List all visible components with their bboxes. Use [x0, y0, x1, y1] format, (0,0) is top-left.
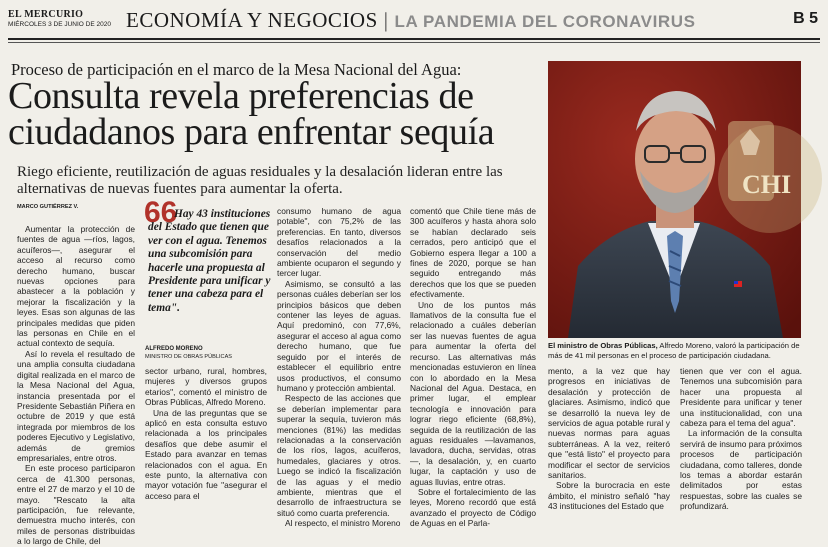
paragraph: Una de las preguntas que se aplicó en esta consulta estuvo relacionada a los principales desafíos que debe asumir el Estado para avanzar en temas relacionados con el agua. En este punto, la alternativa con mayor votación fue "asegurar el acceso para el: [145, 407, 267, 501]
caption-bold: El ministro de Obras Públicas,: [548, 341, 658, 350]
pull-quote: Hay 43 instituciones del Estado que tienen que ver con el agua. Tenemos una subcomisión para hacerle una propuesta al Presidente para unificar y tener una cabeza para el tema".: [148, 208, 271, 314]
photo-caption: [548, 341, 802, 361]
body-column-5: [548, 366, 670, 512]
paragraph: Sobre la burocracia en este ámbito, el ministro señaló "hay 43 instituciones del Estado que: [548, 480, 670, 512]
paragraph: mento, a la vez que hay progresos en iniciativas de desalación y protección de glaciares. Asimismo, indicó que se desarrolló la nueva ley de servicios de agua potable rural y nuevas normas para aguas subterráneas. A la vez, reiteró que "está listo" el proyecto para modificar el sector de servicios sanitarios.: [548, 366, 670, 481]
paragraph: Aumentar la protección de fuentes de agua —ríos, lagos, acuíferos—, asegurar el acceso al recurso como derecho humano, buscar nuevas opciones para abastecer a la población y mejorar la fiscalización y la leyes. Esas son algunas de las principales medidas que piden las personas en Chile en el actual contexto de sequía.: [17, 224, 135, 349]
section-name: ECONOMÍA Y NEGOCIOS: [126, 8, 378, 32]
body-column-4: [410, 206, 536, 529]
deck: Riego eficiente, reutilización de aguas residuales y la desalación lideran entre las alternativas de nuevas fuentes para aumentar la oferta.: [17, 164, 503, 197]
kicker: Proceso de participación en el marco de la Mesa Nacional del Agua:: [11, 60, 462, 79]
section-header: [126, 8, 696, 33]
paragraph: consumo humano de agua potable", con 75,2% de las preferencias. En tanto, diversos desafíos relacionados a la conservación del medio ambiente ocuparon el segundo y tercer lugar.: [277, 206, 401, 279]
body-column-1: [17, 224, 135, 547]
quote-attribution-title: MINISTRO DE OBRAS PÚBLICAS: [145, 354, 233, 360]
paragraph: sector urbano, rural, hombres, mujeres y diversos grupos etarios", comentó el ministro de Obras Públicas, Alfredo Moreno.: [145, 366, 267, 408]
paragraph: tienen que ver con el agua. Tenemos una subcomisión para hacer una propuesta al Presidente para unificar y tener una institucionalidad, con una cabeza para el tema del agua".: [680, 366, 802, 429]
minister-photo: [548, 61, 801, 338]
header-rule: [8, 38, 820, 40]
masthead: EL MERCURIO: [8, 9, 84, 20]
body-column-3: [277, 206, 401, 529]
body-column-6: [680, 366, 802, 512]
paragraph: Respecto de las acciones que se deberían implementar para superar la sequía, tuvieron más menciones (81%) las medidas relacionadas a la conservación de los ríos, lagos, acuíferos, humedales, glaciares y otros. Luego se indicó la fiscalización de las aguas y el medio ambiente, mientras que el desarrollo de infraestructura se situó como cuarta preferencia.: [277, 393, 401, 518]
headline: Consulta revela preferencias de ciudadanos para enfrentar sequía: [8, 75, 495, 153]
paragraph: La información de la consulta servirá de insumo para próximos procesos de participación ciudadana, como talleres, donde los temas a abordar estarán delimitados por estas respuestas, sobre las cuales se profundizará.: [680, 428, 802, 512]
topic-name: LA PANDEMIA DEL CORONAVIRUS: [394, 12, 696, 31]
paragraph: comentó que Chile tiene más de 300 acuíferos y hasta ahora solo se habían declarado seis cerrados, pero anticipó que el Gobierno espera llegar a 100 a fines de 2020, porque se han seguido entregando más derechos que los que se pueden efectivamente.: [410, 206, 536, 300]
paragraph: En este proceso participaron cerca de 41.300 personas, entre el 27 de marzo y el 10 de mayo. "Rescato la alta participación, fue relevante, demuestra mucho interés, con miles de personas distribuidas a lo largo de Chile, del: [17, 463, 135, 547]
paragraph: Asimismo, se consultó a las personas cuáles deberían ser los principios básicos que deben contener las leyes de aguas. Aquí predominó, con 77,6%, asegurar el acceso al agua como derecho humano, que fue seguido por el interés de establecer el equilibrio entre usos productivos, el consumo humano y protección ambiental.: [277, 278, 401, 393]
caption-text: Alfredo Moreno, valoró la participación de más de 41 mil personas en el proceso de participación ciudadana.: [548, 341, 800, 360]
header-rule-thin: [8, 42, 820, 43]
paragraph: Así lo revela el resultado de una amplia consulta ciudadana digital realizada en el marco de la Mesa Nacional del Agua, instancia presentada por el Presidente Sebastián Piñera en octubre de 2019 y que está integrada por miembros de los poderes Ejecutivo y Legislativo, además de gremios empresariales, entre otros.: [17, 348, 135, 463]
paragraph: Al respecto, el ministro Moreno: [285, 518, 401, 529]
quote-attribution-name: ALFREDO MORENO: [145, 346, 203, 352]
dateline: MIÉRCOLES 3 DE JUNIO DE 2020: [8, 21, 111, 28]
page-number: B 5: [793, 10, 818, 27]
byline: MARCO GUTIÉRREZ V.: [17, 204, 79, 210]
body-column-2: [145, 366, 267, 501]
section-separator: |: [383, 8, 389, 32]
paragraph: Uno de los puntos más llamativos de la consulta fue el relacionado a cuáles deberían ser las nuevas fuentes de agua para aumentar la oferta del recurso. Las alternativas más mencionadas estuvieron en línea con lo abordado en la Mesa Nacional del Agua. Destaca, en primer lugar, el emplear tecnología e innovación para lograr riego eficiente (68,8%), seguida de la reutilización de las aguas residuales —lavamanos, lavadora, ducha, servidas, otras—, la desalación, y, en cuarto lugar, la captación y uso de aguas lluvias, entre otras.: [410, 299, 536, 487]
quote-mark-icon: 66: [144, 196, 178, 229]
paragraph: Sobre el fortalecimiento de las leyes, Moreno recordó que está avanzado el proyecto de Código de Aguas en el Parla-: [410, 486, 536, 529]
emblem-text: CHI: [742, 170, 792, 199]
